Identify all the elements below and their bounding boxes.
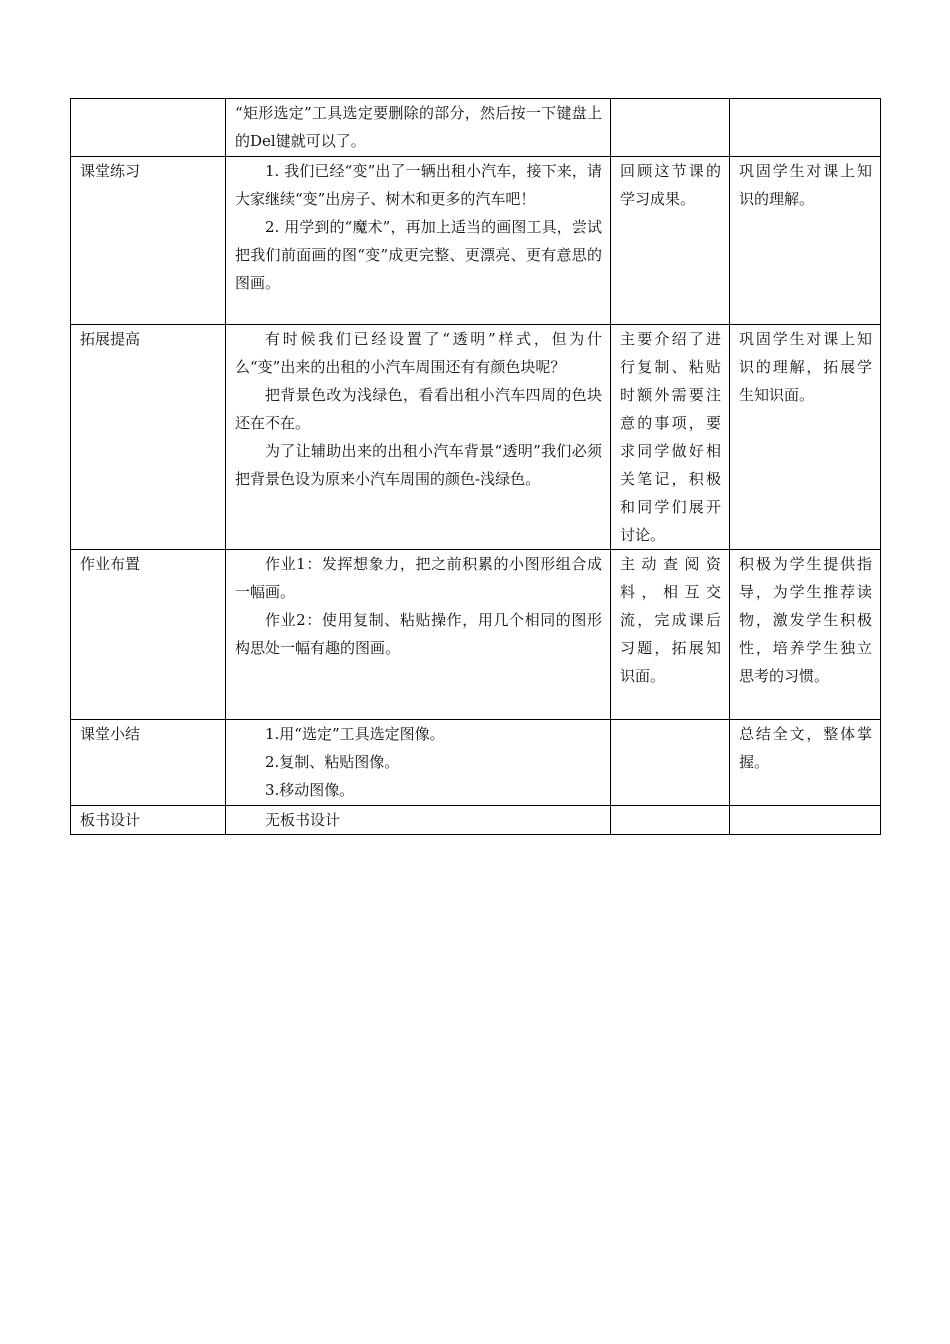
student-activity-text: 主动查阅资料，相互交流，完成课后习题，拓展知识面。 — [620, 555, 721, 685]
design-intent-cell — [730, 99, 881, 157]
content-paragraph: 把背景色改为浅绿色，看看出租小汽车四周的色块还在不在。 — [235, 386, 602, 432]
content-paragraph: 有时候我们已经设置了“透明”样式，但为什么“变”出来的出租的小汽车周围还有有颜色块呢？ — [235, 330, 602, 376]
table-row — [71, 720, 881, 806]
row-label-cell — [71, 325, 226, 550]
student-activity-cell — [611, 550, 730, 720]
row-label: 课堂练习 — [80, 162, 141, 180]
content-paragraph: 1.用“选定”工具选定图像。 — [265, 725, 445, 743]
design-intent-cell — [730, 157, 881, 325]
design-intent-text: 巩固学生对课上知识的理解。 — [739, 162, 872, 208]
row-label-cell — [71, 99, 226, 157]
row-label: 拓展提高 — [80, 330, 141, 348]
table-row — [71, 550, 881, 720]
design-intent-text: 巩固学生对课上知识的理解，拓展学生知识面。 — [739, 330, 872, 404]
row-label-cell — [71, 720, 226, 806]
content-paragraph: 为了让辅助出来的出租小汽车背景“透明”我们必须把背景色设为原来小汽车周围的颜色-浅绿色。 — [235, 442, 602, 488]
lesson-plan-table — [70, 98, 881, 835]
content-paragraph: 作业1：发挥想象力，把之前积累的小图形组合成一幅画。 — [235, 555, 602, 601]
table-row — [71, 806, 881, 835]
row-label-cell — [71, 806, 226, 835]
content-paragraph: 2.复制、粘贴图像。 — [265, 753, 400, 771]
content-cell — [226, 550, 611, 720]
student-activity-cell — [611, 325, 730, 550]
content-paragraph: 1. 我们已经“变”出了一辆出租小汽车，接下来，请大家继续“变”出房子、树木和更多的汽车吧！ — [235, 162, 602, 208]
table-row — [71, 157, 881, 325]
content-cell — [226, 720, 611, 806]
design-intent-cell — [730, 806, 881, 835]
content-paragraph: “矩形选定”工具选定要删除的部分，然后按一下键盘上的Del键就可以了。 — [235, 104, 602, 150]
row-label-cell — [71, 550, 226, 720]
student-activity-cell — [611, 720, 730, 806]
design-intent-cell — [730, 720, 881, 806]
row-label-cell — [71, 157, 226, 325]
content-paragraph: 3.移动图像。 — [265, 781, 355, 799]
student-activity-cell — [611, 99, 730, 157]
content-paragraph: 2. 用学到的“魔术”，再加上适当的画图工具，尝试把我们前面画的图“变”成更完整、更漂亮、更有意思的图画。 — [235, 218, 602, 292]
content-paragraph: 作业2：使用复制、粘贴操作，用几个相同的图形构思处一幅有趣的图画。 — [235, 611, 602, 657]
content-paragraph: 无板书设计 — [265, 811, 341, 829]
content-cell — [226, 325, 611, 550]
design-intent-text: 积极为学生提供指导，为学生推荐读物，激发学生积极性，培养学生独立思考的习惯。 — [739, 555, 872, 685]
student-activity-text: 回顾这节课的学习成果。 — [620, 162, 721, 208]
table-row — [71, 99, 881, 157]
student-activity-cell — [611, 157, 730, 325]
row-label: 板书设计 — [80, 811, 141, 829]
design-intent-cell — [730, 550, 881, 720]
table-row — [71, 325, 881, 550]
design-intent-cell — [730, 325, 881, 550]
row-label: 作业布置 — [80, 555, 141, 573]
design-intent-text: 总结全文，整体掌握。 — [739, 725, 872, 771]
content-cell — [226, 99, 611, 157]
row-label: 课堂小结 — [80, 725, 141, 743]
content-cell — [226, 806, 611, 835]
content-cell — [226, 157, 611, 325]
student-activity-text: 主要介绍了进行复制、粘贴时额外需要注意的事项，要求同学做好相关笔记，积极和同学们展开讨论。 — [620, 330, 721, 544]
student-activity-cell — [611, 806, 730, 835]
